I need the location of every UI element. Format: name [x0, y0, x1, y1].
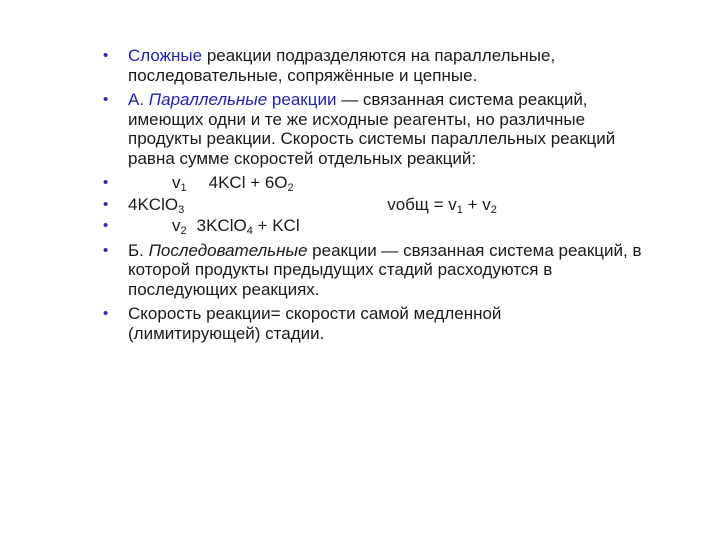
bullet-complex-reactions — [100, 46, 700, 85]
item2-line4: равна сумме скоростей отдельных реакций: — [128, 148, 477, 168]
bullet-icon: • — [103, 217, 109, 234]
total-rate-formula: vобщ = $v_1 + v_2$ — [387, 194, 497, 216]
term-complex: Сложные — [128, 46, 203, 65]
bullet-icon: • — [103, 91, 109, 108]
term-parallel: Параллельные — [148, 90, 268, 109]
item6-line3: последующих реакциях. — [128, 279, 320, 299]
bullet-icon: • — [103, 305, 109, 322]
bullet-reaction-v1 — [100, 173, 700, 193]
item2-blue-after: реакции — [267, 90, 337, 109]
rate-v1: $v_1$ — [172, 173, 187, 194]
bullet-icon: • — [103, 47, 109, 64]
bullet-parallel-reactions — [100, 90, 700, 168]
rate-v2: $v_2$ — [172, 216, 187, 237]
product-v2: 3KClO$_4$ + KCl — [196, 216, 300, 237]
item2-line3: продукты реакции. Скорость системы параллельных реакций — [128, 129, 616, 148]
item2-line2: имеющих одни и те же исходные реагенты, но различные — [128, 109, 586, 129]
reagent-formula: 4KClO$_3$ — [128, 194, 185, 216]
bullet-list — [100, 46, 700, 348]
item1-line2: последовательные, сопряжённые и цепные. — [128, 65, 478, 85]
bullet-icon: • — [103, 174, 109, 191]
bullet-rate-limiting — [100, 304, 700, 343]
item6-text: реакции — связанная система реакций, в — [307, 240, 642, 260]
item7-line2: (лимитирующей) стадии. — [128, 323, 325, 343]
bullet-icon: • — [103, 195, 109, 213]
item6-line2: которой продукты предыдущих стадий расходуются в — [128, 260, 553, 279]
bullet-icon: • — [103, 241, 109, 259]
product-v1: $4KCl + 6O_2$ — [208, 173, 294, 194]
item7-line1: Скорость реакции= скорости самой медленной — [128, 304, 502, 323]
bullet-sequential-reactions — [100, 241, 700, 300]
item6-prefix: Б. — [128, 240, 149, 260]
term-sequential: Последовательные — [148, 240, 308, 260]
item2-prefix: А. — [128, 90, 149, 109]
item1-text: реакции подразделяются на параллельные, — [202, 46, 556, 65]
item2-text: — связанная система реакций, — [336, 90, 588, 109]
bullet-reagent — [100, 195, 700, 215]
bullet-reaction-v2 — [100, 216, 700, 236]
